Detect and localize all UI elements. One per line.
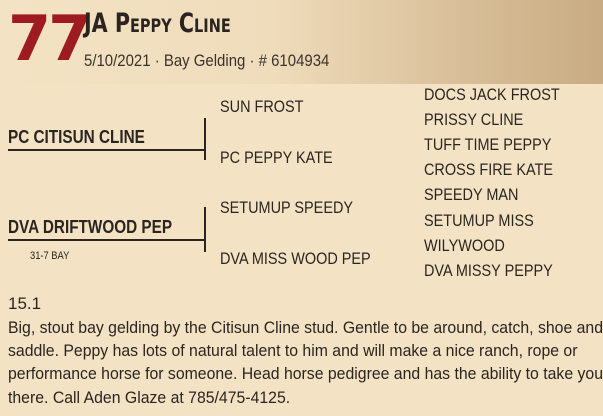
third-gen-8: DVA MISSY PEPPY xyxy=(424,261,553,280)
third-gen-2: PRISSY CLINE xyxy=(424,110,524,129)
third-gen-6: SETUMUP MISS xyxy=(424,211,534,230)
sire-connector-line xyxy=(8,149,206,151)
horse-description: Big, stout bay gelding by the Citisun Cline stud. Gentle to be around, catch, shoe and saddle. Peppy has lots of natural talent to him and will make a nice ranch, rope or performance horse for someone. Head horse pedigree and has the ability to take you there. Call Aden Glaze at 785/475-4125. xyxy=(8,318,603,407)
sire-bracket-line xyxy=(204,118,206,160)
horse-height: 15.1 xyxy=(8,294,42,313)
sire-name: PC CITISUN CLINE xyxy=(8,127,145,147)
dam-bracket-line xyxy=(204,207,206,252)
third-gen-3: TUFF TIME PEPPY xyxy=(424,135,552,154)
sire-sire: SUN FROST xyxy=(220,97,304,116)
dam-dam: DVA MISS WOOD PEP xyxy=(220,249,371,268)
horse-name: JA Peppy Cline xyxy=(84,8,231,39)
third-gen-1: DOCS JACK FROST xyxy=(424,85,560,104)
dam-note: 31-7 BAY xyxy=(30,250,70,262)
third-gen-4: CROSS FIRE KATE xyxy=(424,160,554,179)
lot-number: 77 xyxy=(8,2,89,75)
third-gen-5: SPEEDY MAN xyxy=(424,185,519,204)
dam-sire: SETUMUP SPEEDY xyxy=(220,198,354,217)
horse-meta: 5/10/2021 · Bay Gelding · # 6104934 xyxy=(84,51,330,70)
third-gen-7: WILYWOOD xyxy=(424,236,505,255)
dam-name: DVA DRIFTWOOD PEP xyxy=(8,217,173,237)
dam-connector-line xyxy=(8,239,206,241)
sire-dam: PC PEPPY KATE xyxy=(220,148,333,167)
